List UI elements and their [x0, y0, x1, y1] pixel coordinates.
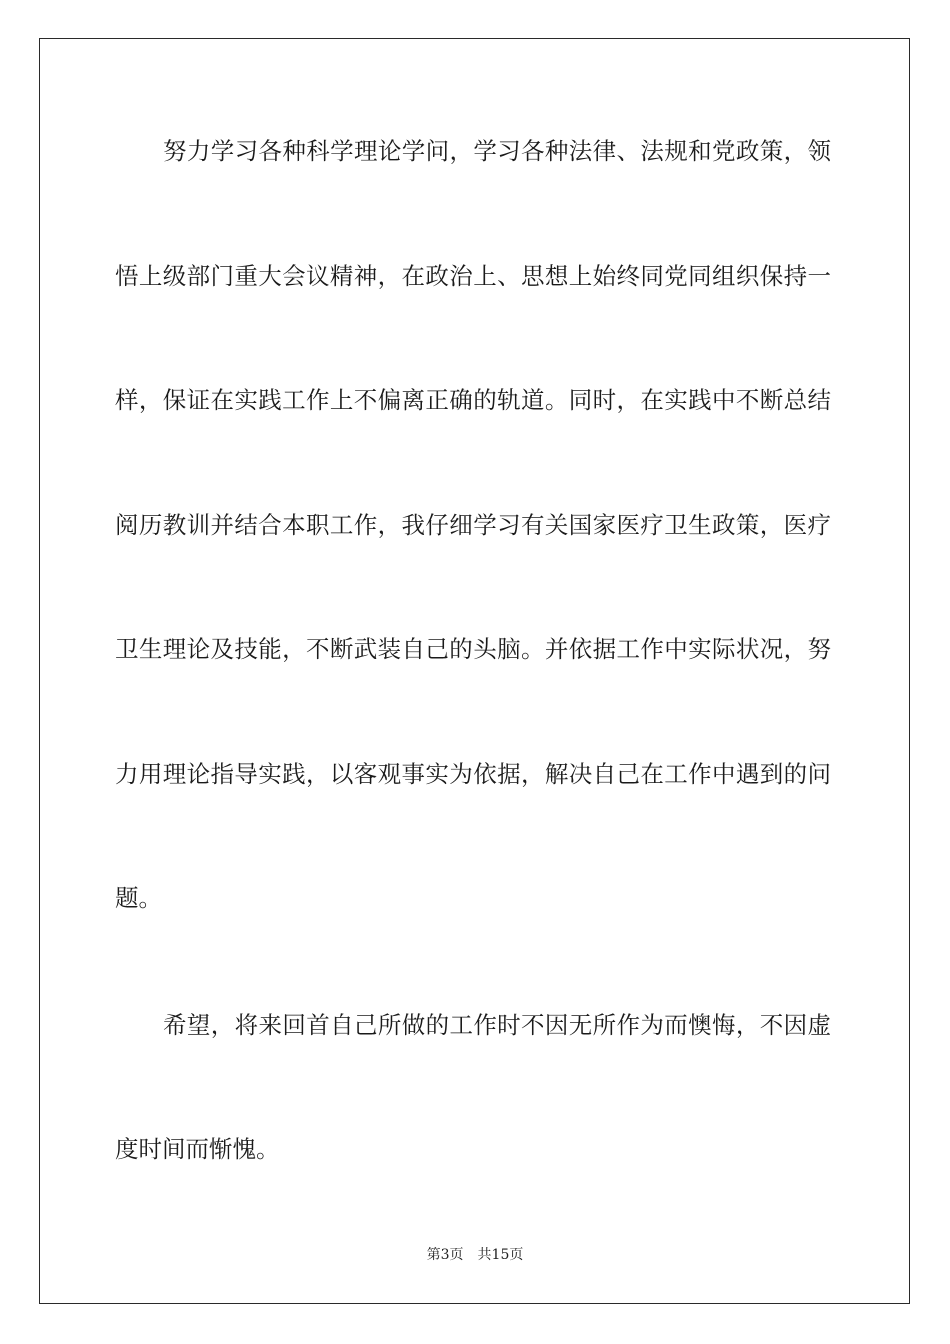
page-border	[39, 38, 910, 1304]
page-total: 共15页	[477, 1247, 524, 1263]
page-footer	[0, 1244, 950, 1264]
paragraph-1-line-4: 阅历教训并结合本职工作，我仔细学习有关国家医疗卫生政策，医疗	[115, 511, 831, 539]
page-number: 第3页	[426, 1247, 464, 1263]
paragraph-1-line-7: 题。	[115, 884, 162, 912]
paragraph-1-line-5: 卫生理论及技能，不断武装自己的头脑。并依据工作中实际状况，努	[115, 635, 831, 663]
paragraph-2-line-1: 希望，将来回首自己所做的工作时不因无所作为而懊悔，不因虚	[163, 1011, 831, 1039]
paragraph-2-line-2: 度时间而惭愧。	[115, 1135, 280, 1163]
paragraph-1-line-1: 努力学习各种科学理论学问，学习各种法律、法规和党政策，领	[163, 137, 831, 165]
paragraph-1-line-6: 力用理论指导实践，以客观事实为依据，解决自己在工作中遇到的问	[115, 760, 831, 788]
paragraph-1-line-2: 悟上级部门重大会议精神，在政治上、思想上始终同党同组织保持一	[115, 262, 831, 290]
paragraph-1-line-3: 样，保证在实践工作上不偏离正确的轨道。同时，在实践中不断总结	[115, 386, 831, 414]
